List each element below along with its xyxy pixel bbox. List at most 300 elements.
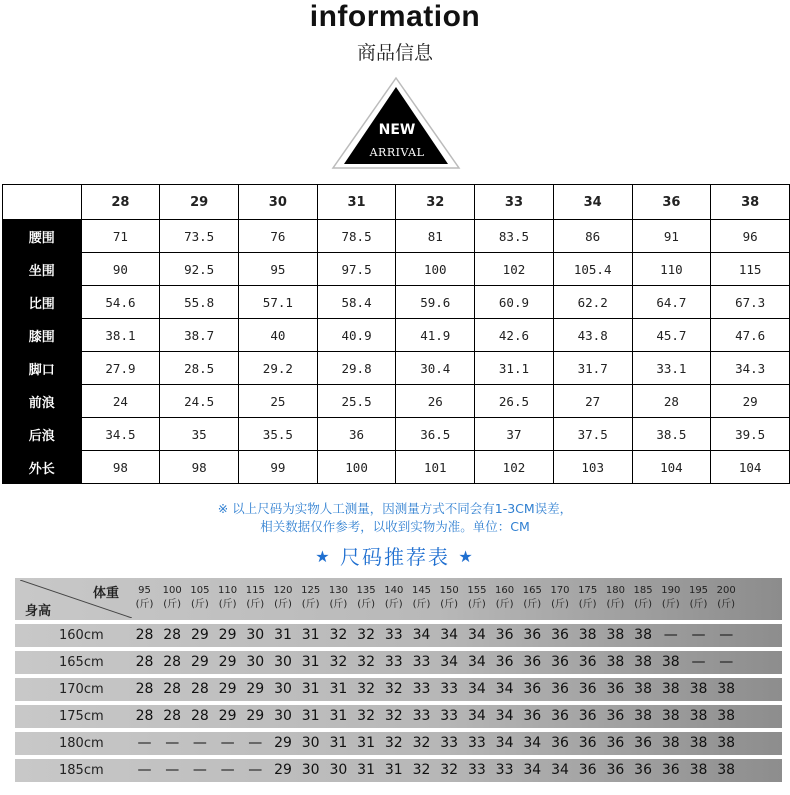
recommended-size: 33 <box>384 654 403 670</box>
weight-unit: (斤) <box>689 599 708 610</box>
recommended-size: — <box>220 735 235 751</box>
measurement-value: 35.5 <box>239 418 318 451</box>
recommended-size: 29 <box>218 627 237 643</box>
weight-value: 160 <box>495 585 515 596</box>
weight-unit: (斤) <box>467 599 486 610</box>
weight-column-header <box>685 584 712 612</box>
recommended-size: 38 <box>661 681 680 697</box>
size-column-header: 31 <box>317 185 396 220</box>
recommended-size: 34 <box>440 654 459 670</box>
recommended-size: 28 <box>163 681 182 697</box>
weight-unit: (斤) <box>440 599 459 610</box>
recommended-size: 38 <box>661 654 680 670</box>
recommended-size: 36 <box>578 654 597 670</box>
recommended-size: — <box>220 762 235 778</box>
weight-unit: (斤) <box>357 599 375 610</box>
measurement-value: 30.4 <box>396 352 475 385</box>
recommended-size: 32 <box>412 762 431 778</box>
measurement-value: 115 <box>711 253 790 286</box>
size-table-corner <box>3 185 82 220</box>
measurement-value: 36.5 <box>396 418 475 451</box>
measurement-value: 99 <box>239 451 318 484</box>
weight-unit: (斤) <box>190 599 209 610</box>
recommended-size: 36 <box>495 654 514 670</box>
recommended-size: 31 <box>301 627 320 643</box>
recommended-size: 32 <box>384 708 403 724</box>
recommended-size: 31 <box>301 708 320 724</box>
measurement-value: 95 <box>239 253 318 286</box>
size-column-header: 32 <box>396 185 475 220</box>
measurement-value: 54.6 <box>81 286 160 319</box>
weight-unit: (斤) <box>412 599 431 610</box>
weight-value: 130 <box>328 585 348 596</box>
recommended-size: 29 <box>218 654 237 670</box>
recommended-size: 32 <box>357 708 375 724</box>
recommended-size: 29 <box>190 627 209 643</box>
recommended-size: 38 <box>661 735 680 751</box>
measurement-value: 71 <box>81 220 160 253</box>
measurement-value: 36 <box>317 418 396 451</box>
recommended-size: 31 <box>301 681 320 697</box>
recommended-size: 34 <box>523 735 542 751</box>
measurement-value: 28.5 <box>160 352 239 385</box>
recommend-row <box>15 705 782 728</box>
weight-value: 150 <box>439 585 459 596</box>
measurement-value: 25 <box>239 385 318 418</box>
weight-column-header <box>380 584 407 612</box>
measurement-value: 24.5 <box>160 385 239 418</box>
recommended-size: — <box>691 654 706 670</box>
recommended-size: 30 <box>274 681 292 697</box>
recommended-size: 36 <box>634 762 652 778</box>
measurement-value: 38.1 <box>81 319 160 352</box>
measurement-note-line1: ※ 以上尺码为实物人工测量，因测量方式不同会有1-3CM误差， <box>217 501 573 516</box>
measurement-value: 78.5 <box>317 220 396 253</box>
recommended-size: 30 <box>301 735 320 751</box>
size-table-row <box>3 220 790 253</box>
recommended-size: 34 <box>495 735 514 751</box>
weight-unit: (斤) <box>329 599 348 610</box>
recommended-size: 29 <box>246 681 265 697</box>
size-column-header: 36 <box>632 185 711 220</box>
measurement-value: 37 <box>475 418 554 451</box>
recommended-size: 31 <box>384 762 403 778</box>
measurement-value: 97.5 <box>317 253 396 286</box>
recommended-size: — <box>137 762 152 778</box>
recommended-size: 28 <box>163 627 182 643</box>
measurement-value: 59.6 <box>396 286 475 319</box>
weight-value: 200 <box>716 585 736 596</box>
measurement-value: 101 <box>396 451 475 484</box>
measurement-value: 38.5 <box>632 418 711 451</box>
recommended-size: 36 <box>523 627 542 643</box>
star-icon: ★ <box>315 547 332 566</box>
measurement-value: 35 <box>160 418 239 451</box>
recommended-size: 32 <box>357 654 375 670</box>
recommended-size: 31 <box>329 708 348 724</box>
measurement-value: 96 <box>711 220 790 253</box>
measurement-note-line2: 相关数据仅作参考，以收到实物为准。单位：CM <box>260 519 530 534</box>
recommended-size: 34 <box>467 708 486 724</box>
recommended-size: 28 <box>135 708 154 724</box>
measurement-value: 60.9 <box>475 286 554 319</box>
measurement-label: 脚口 <box>3 352 82 385</box>
page-subtitle: 商品信息 <box>356 42 433 64</box>
measurement-value: 103 <box>553 451 632 484</box>
measurement-value: 105.4 <box>553 253 632 286</box>
measurement-value: 34.3 <box>711 352 790 385</box>
measurement-value: 102 <box>475 451 554 484</box>
recommend-title <box>0 541 790 570</box>
recommended-size: — <box>719 654 734 670</box>
recommended-size: 29 <box>190 654 209 670</box>
recommended-size: 36 <box>551 654 569 670</box>
recommended-size: 38 <box>661 708 680 724</box>
recommended-size: 36 <box>634 735 652 751</box>
recommended-size: 36 <box>523 654 542 670</box>
measurement-value: 100 <box>317 451 396 484</box>
recommended-size: 28 <box>135 654 154 670</box>
recommended-size: — <box>691 627 706 643</box>
measurement-value: 28 <box>632 385 711 418</box>
measurement-value: 39.5 <box>711 418 790 451</box>
recommended-size: 33 <box>412 654 431 670</box>
recommended-size: 34 <box>467 681 486 697</box>
weight-column-header <box>657 584 684 612</box>
recommended-size: 31 <box>329 735 348 751</box>
recommended-size: 29 <box>218 681 237 697</box>
recommended-size: 38 <box>606 627 625 643</box>
weight-value: 170 <box>550 585 570 596</box>
recommended-size: 34 <box>412 627 431 643</box>
measurement-value: 40.9 <box>317 319 396 352</box>
weight-column-header <box>186 584 213 612</box>
weight-column-header <box>242 584 269 612</box>
recommended-size: — <box>663 627 678 643</box>
recommended-size: 36 <box>606 708 625 724</box>
recommended-size: 36 <box>551 627 569 643</box>
weight-unit: (斤) <box>717 599 736 610</box>
recommended-size: 33 <box>412 708 431 724</box>
recommended-size: 33 <box>440 681 459 697</box>
recommended-size: 38 <box>689 708 708 724</box>
recommended-size: 34 <box>495 681 514 697</box>
recommended-size: 34 <box>523 762 542 778</box>
recommended-size: 28 <box>163 708 182 724</box>
measurement-value: 102 <box>475 253 554 286</box>
recommended-size: 29 <box>274 762 292 778</box>
weight-unit: (斤) <box>274 599 292 610</box>
weight-unit: (斤) <box>606 599 625 610</box>
weight-column-header <box>713 584 740 612</box>
recommended-size: 38 <box>689 681 708 697</box>
weight-column-header <box>630 584 657 612</box>
measurement-label: 腰围 <box>3 220 82 253</box>
measurement-value: 104 <box>711 451 790 484</box>
recommended-size: 29 <box>274 735 292 751</box>
recommended-size: 36 <box>606 735 625 751</box>
measurement-label: 外长 <box>3 451 82 484</box>
recommended-size: 32 <box>384 681 403 697</box>
page-title: information <box>309 0 481 33</box>
measurement-value: 110 <box>632 253 711 286</box>
measurement-value: 100 <box>396 253 475 286</box>
size-column-header: 29 <box>160 185 239 220</box>
weight-unit: (斤) <box>301 599 320 610</box>
recommended-size: 38 <box>634 654 652 670</box>
weight-value: 140 <box>384 585 404 596</box>
measurement-value: 98 <box>160 451 239 484</box>
measurement-value: 43.8 <box>553 319 632 352</box>
measurement-value: 24 <box>81 385 160 418</box>
weight-value: 100 <box>162 585 182 596</box>
weight-column-header <box>297 584 324 612</box>
recommend-row <box>15 651 782 674</box>
measurement-value: 41.9 <box>396 319 475 352</box>
recommended-size: 29 <box>218 708 237 724</box>
weight-header: 体重 <box>93 586 120 601</box>
weight-unit: (斤) <box>495 599 514 610</box>
weight-column-header <box>159 584 186 612</box>
measurement-label: 后浪 <box>3 418 82 451</box>
recommended-size: 33 <box>467 735 486 751</box>
recommended-size: 31 <box>357 762 375 778</box>
recommended-size: 31 <box>329 681 348 697</box>
recommended-size: 36 <box>661 762 680 778</box>
measurement-value: 31.1 <box>475 352 554 385</box>
weight-unit: (斤) <box>246 599 265 610</box>
measurement-value: 29 <box>711 385 790 418</box>
measurement-value: 40 <box>239 319 318 352</box>
weight-value: 135 <box>356 585 376 596</box>
weight-column-header <box>408 584 435 612</box>
weight-unit: (斤) <box>661 599 680 610</box>
recommended-size: 38 <box>689 735 708 751</box>
recommend-row <box>15 732 782 755</box>
weight-value: 125 <box>301 585 321 596</box>
recommended-size: 38 <box>717 762 736 778</box>
recommended-size: 36 <box>578 681 597 697</box>
size-table-row <box>3 352 790 385</box>
recommended-size: 36 <box>606 681 625 697</box>
recommended-size: 30 <box>274 654 292 670</box>
recommend-row <box>15 624 782 647</box>
recommended-size: 38 <box>634 708 652 724</box>
recommend-row <box>15 678 782 701</box>
recommended-size: 32 <box>384 735 403 751</box>
measurement-value: 38.7 <box>160 319 239 352</box>
recommended-size: 38 <box>689 762 708 778</box>
measurement-value: 86 <box>553 220 632 253</box>
recommended-size: 36 <box>523 708 542 724</box>
recommended-size: 32 <box>329 654 348 670</box>
measurement-value: 27 <box>553 385 632 418</box>
weight-value: 185 <box>633 585 653 596</box>
measurement-value: 81 <box>396 220 475 253</box>
recommended-size: 31 <box>274 627 292 643</box>
weight-value: 145 <box>411 585 432 596</box>
weight-value: 115 <box>245 585 265 596</box>
recommended-size: 33 <box>495 762 514 778</box>
weight-column-header <box>491 584 518 612</box>
measurement-label: 坐围 <box>3 253 82 286</box>
weight-unit: (斤) <box>523 599 542 610</box>
recommended-size: 30 <box>274 708 292 724</box>
recommended-size: 36 <box>578 762 597 778</box>
recommended-size: 36 <box>578 735 597 751</box>
recommend-row <box>15 759 782 782</box>
recommended-size: 29 <box>246 708 265 724</box>
measurement-label: 前浪 <box>3 385 82 418</box>
measurement-value: 67.3 <box>711 286 790 319</box>
recommended-size: 34 <box>467 627 486 643</box>
measurement-label: 膝围 <box>3 319 82 352</box>
size-table <box>2 184 790 484</box>
recommended-size: 30 <box>246 627 265 643</box>
recommended-size: 33 <box>440 735 459 751</box>
recommended-size: 36 <box>551 708 569 724</box>
measurement-value: 62.2 <box>553 286 632 319</box>
height-label: 180cm <box>59 736 104 751</box>
recommended-size: 28 <box>135 627 154 643</box>
size-table-row <box>3 286 790 319</box>
recommend-title-text: 尺码推荐表 <box>340 545 450 569</box>
weight-value: 180 <box>605 585 625 596</box>
recommended-size: — <box>248 762 263 778</box>
recommended-size: 38 <box>606 654 625 670</box>
recommended-size: 38 <box>634 681 652 697</box>
recommended-size: 32 <box>412 735 431 751</box>
recommended-size: 33 <box>440 708 459 724</box>
weight-unit: (斤) <box>634 599 652 610</box>
height-label: 165cm <box>59 655 104 670</box>
recommended-size: 30 <box>301 762 320 778</box>
weight-value: 110 <box>218 585 238 596</box>
recommended-size: 28 <box>163 654 182 670</box>
measurement-value: 33.1 <box>632 352 711 385</box>
measurement-value: 34.5 <box>81 418 160 451</box>
height-header: 身高 <box>25 604 52 619</box>
size-table-row <box>3 451 790 484</box>
badge-arrival-text: ARRIVAL <box>369 146 425 159</box>
recommended-size: 36 <box>495 627 514 643</box>
height-label: 170cm <box>59 682 104 697</box>
weight-value: 105 <box>190 585 210 596</box>
weight-value: 195 <box>688 585 709 596</box>
height-label: 185cm <box>59 763 104 778</box>
weight-unit: (斤) <box>384 599 403 610</box>
weight-unit: (斤) <box>551 599 569 610</box>
size-column-header: 33 <box>475 185 554 220</box>
measurement-value: 37.5 <box>553 418 632 451</box>
recommended-size: — <box>192 735 207 751</box>
measurement-value: 45.7 <box>632 319 711 352</box>
weight-value: 175 <box>578 585 598 596</box>
recommended-size: 34 <box>467 654 486 670</box>
recommended-size: 38 <box>634 627 652 643</box>
recommended-size: 32 <box>357 681 375 697</box>
recommended-size: 34 <box>495 708 514 724</box>
recommended-size: 33 <box>412 681 431 697</box>
measurement-value: 90 <box>81 253 160 286</box>
measurement-value: 31.7 <box>553 352 632 385</box>
measurement-value: 27.9 <box>81 352 160 385</box>
measurement-value: 104 <box>632 451 711 484</box>
recommended-size: 28 <box>190 708 209 724</box>
size-column-header: 28 <box>81 185 160 220</box>
recommended-size: 34 <box>440 627 459 643</box>
weight-column-header <box>325 584 352 612</box>
weight-column-header <box>574 584 601 612</box>
recommended-size: 34 <box>551 762 569 778</box>
recommended-size: 28 <box>135 681 154 697</box>
size-table-row <box>3 253 790 286</box>
recommended-size: 28 <box>190 681 209 697</box>
recommended-size: 32 <box>357 627 375 643</box>
weight-column-header <box>463 584 490 612</box>
weight-unit: (斤) <box>163 599 182 610</box>
size-table-row <box>3 385 790 418</box>
recommend-header-row <box>15 578 782 620</box>
measurement-value: 55.8 <box>160 286 239 319</box>
measurement-value: 57.1 <box>239 286 318 319</box>
weight-column-header <box>602 584 629 612</box>
weight-unit: (斤) <box>578 599 597 610</box>
recommended-size: 33 <box>467 762 486 778</box>
measurement-value: 58.4 <box>317 286 396 319</box>
measurement-value: 92.5 <box>160 253 239 286</box>
measurement-value: 98 <box>81 451 160 484</box>
recommended-size: — <box>165 735 180 751</box>
measurement-value: 64.7 <box>632 286 711 319</box>
size-table-header <box>3 185 790 220</box>
recommended-size: 36 <box>523 681 542 697</box>
star-icon: ★ <box>458 547 475 566</box>
weight-value: 95 <box>138 585 151 596</box>
recommended-size: — <box>192 762 207 778</box>
measurement-value: 29.8 <box>317 352 396 385</box>
weight-column-header <box>214 584 241 612</box>
weight-column-header <box>519 584 546 612</box>
size-column-header: 34 <box>553 185 632 220</box>
size-table-row <box>3 319 790 352</box>
recommended-size: 38 <box>717 681 736 697</box>
size-table-row <box>3 418 790 451</box>
recommended-size: 36 <box>551 735 569 751</box>
weight-column-header <box>131 584 158 612</box>
weight-unit: (斤) <box>218 599 237 610</box>
recommended-size: 38 <box>717 735 736 751</box>
measurement-value: 73.5 <box>160 220 239 253</box>
recommended-size: 36 <box>606 762 625 778</box>
measurement-value: 76 <box>239 220 318 253</box>
measurement-label: 比围 <box>3 286 82 319</box>
measurement-value: 91 <box>632 220 711 253</box>
badge-new-text: NEW <box>378 122 416 138</box>
weight-column-header <box>270 584 297 612</box>
recommended-size: 36 <box>551 681 569 697</box>
weight-value: 165 <box>522 585 542 596</box>
recommended-size: 33 <box>384 627 403 643</box>
measurement-value: 47.6 <box>711 319 790 352</box>
recommended-size: 38 <box>717 708 736 724</box>
weight-unit: (斤) <box>135 599 154 610</box>
size-column-header: 30 <box>239 185 318 220</box>
weight-column-header <box>353 584 380 612</box>
weight-value: 190 <box>661 585 681 596</box>
recommended-size: — <box>165 762 180 778</box>
measurement-value: 29.2 <box>239 352 318 385</box>
